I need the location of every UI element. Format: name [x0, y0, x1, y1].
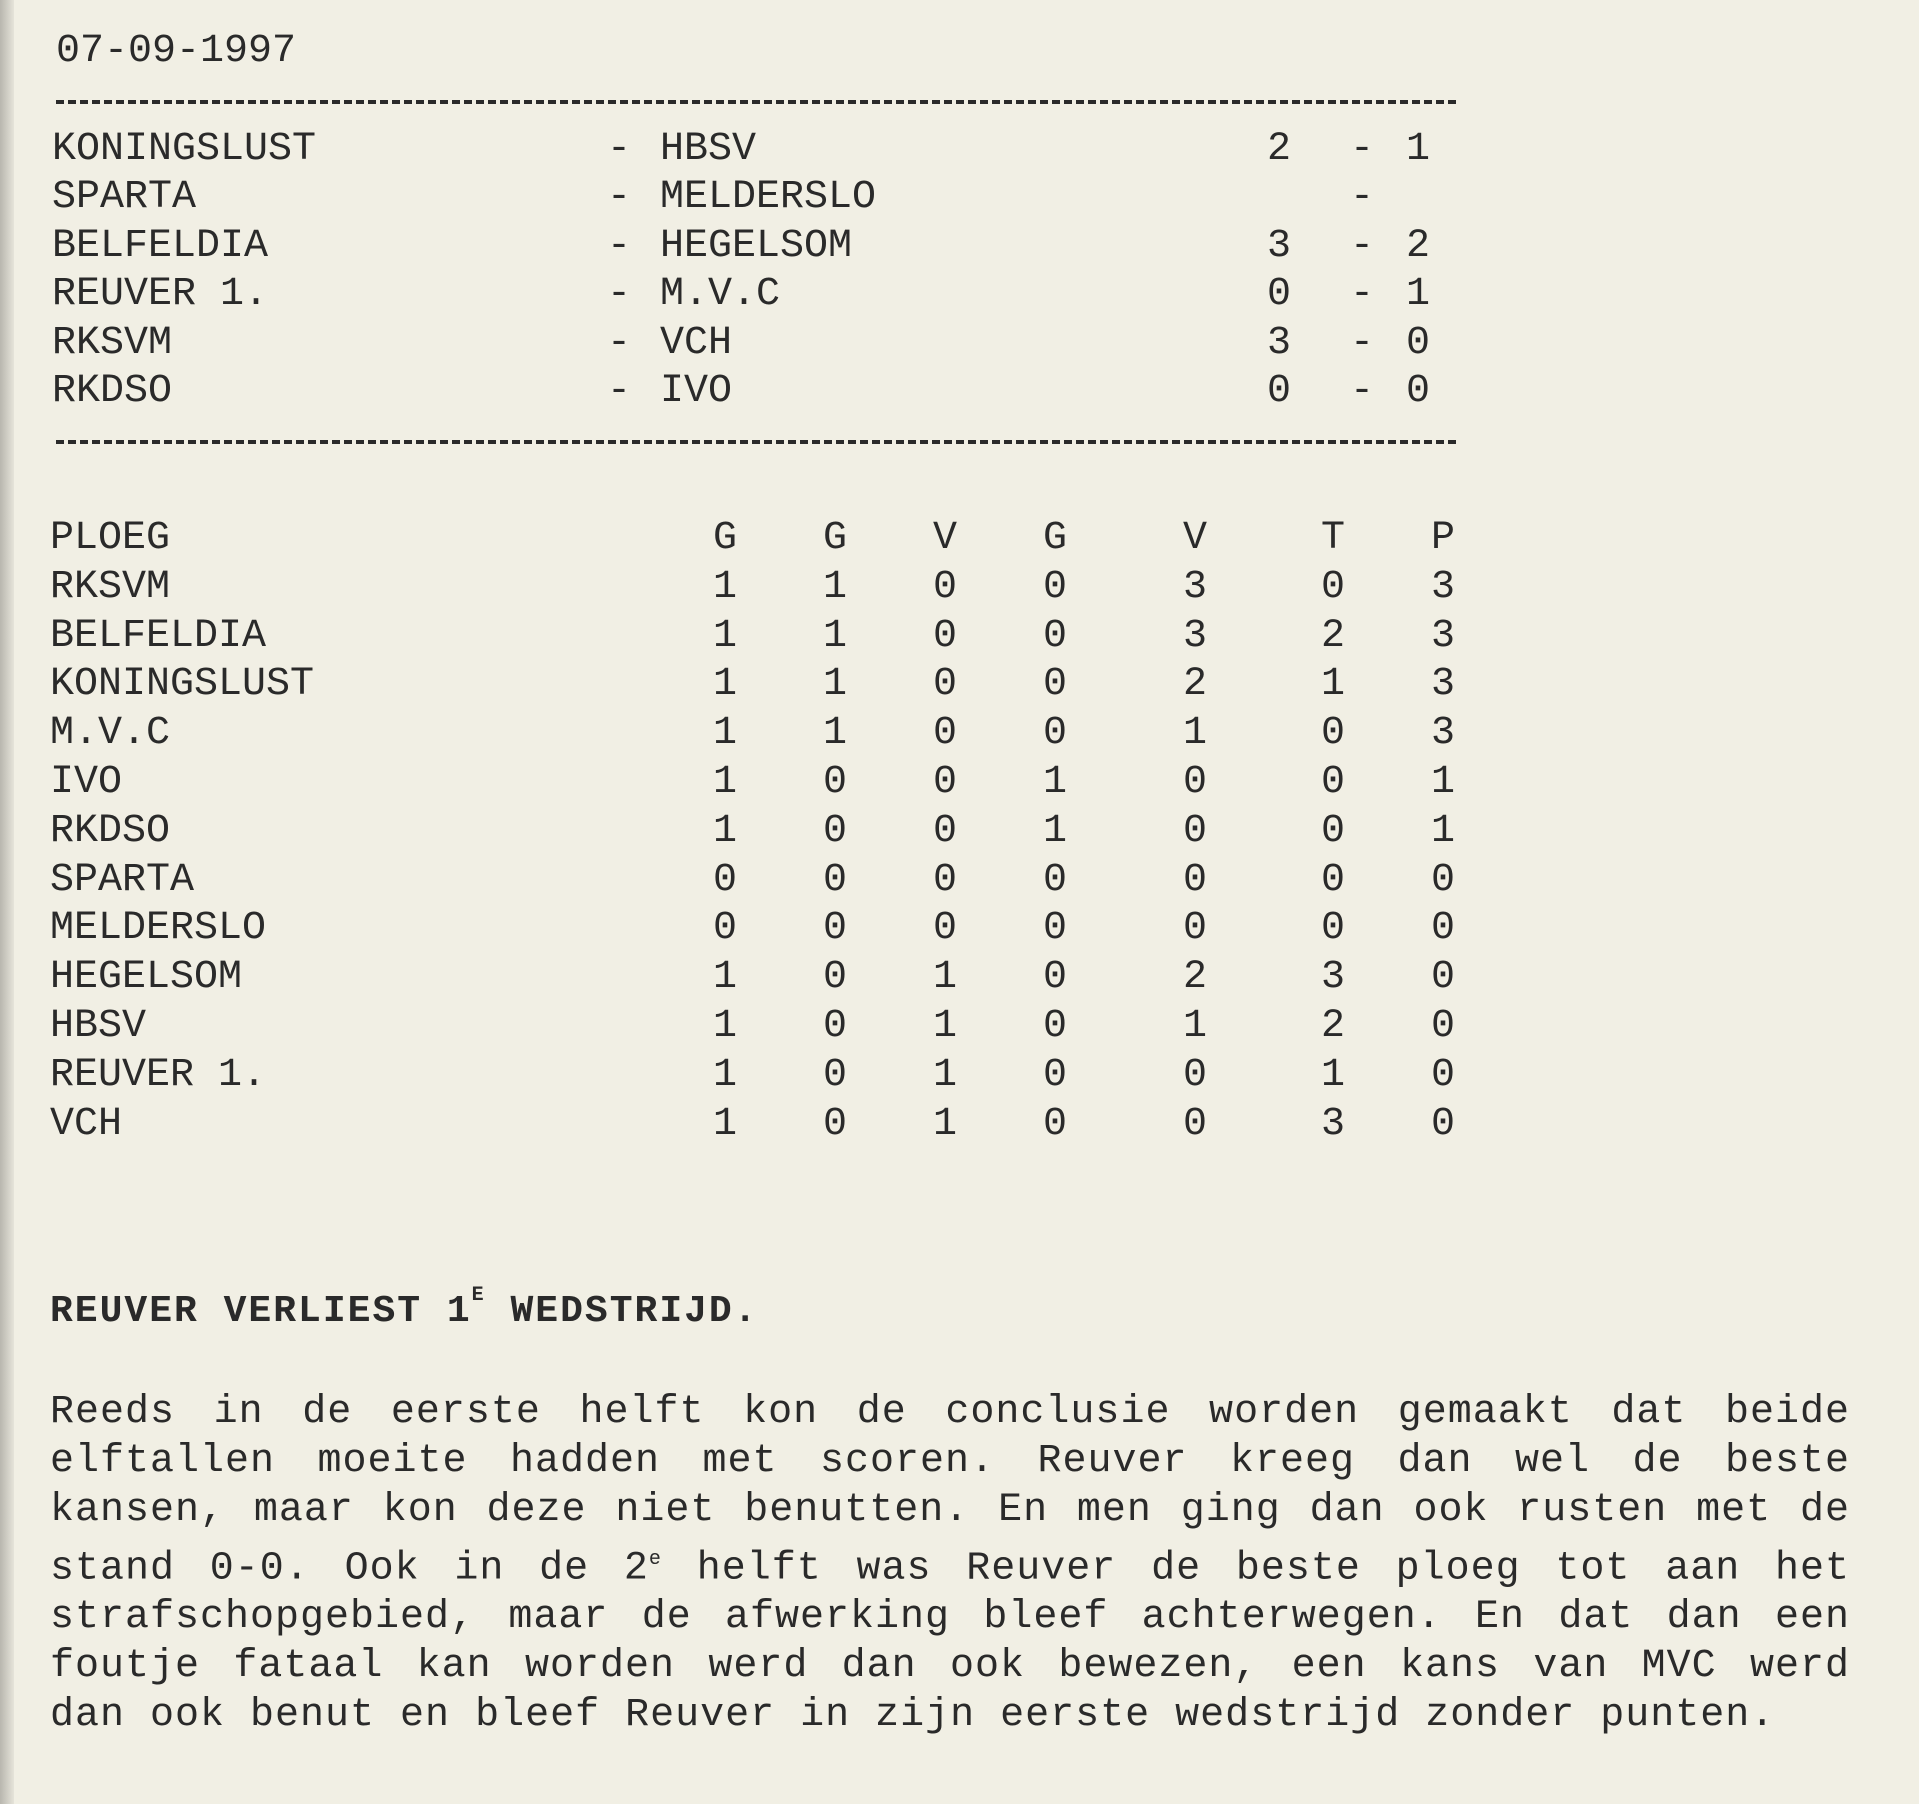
stat-cell: 1	[1430, 808, 1455, 854]
stat-cell: 1	[822, 662, 847, 708]
header-stat: P	[1430, 516, 1455, 561]
stat-cell: 2	[1320, 613, 1345, 659]
stat-cell: 3	[1320, 955, 1345, 1001]
stat-cell: 1	[822, 613, 847, 659]
away-team: HEGELSOM	[660, 224, 853, 269]
team-name-cell: BELFELDIA	[50, 613, 267, 659]
stat-cell: 1	[712, 1004, 737, 1049]
home-team: KONINGSLUST	[52, 127, 317, 172]
heading-text-end: WEDSTRIJD.	[485, 1290, 759, 1333]
article-heading	[50, 1284, 759, 1333]
stat-cell: 0	[1182, 808, 1207, 854]
home-team: BELFELDIA	[52, 224, 269, 269]
stat-cell: 1	[822, 564, 847, 610]
stat-cell: 0	[1042, 906, 1067, 952]
stat-cell: 0	[1182, 760, 1207, 805]
stat-cell: 3	[1430, 564, 1455, 610]
stat-cell: 2	[1320, 1004, 1345, 1049]
stat-cell: 0	[1430, 1101, 1455, 1147]
stat-cell: 0	[1042, 711, 1067, 757]
stat-cell: 0	[822, 1101, 847, 1147]
stat-cell: 0	[1320, 906, 1345, 952]
stat-cell: 0	[932, 760, 957, 805]
article-text-end: helft was Reuver de beste ploeg tot aan het strafschopgebied, maar de afwerking bleef achterwegen. En dat dan een foutje fataal kan worden werd dan ook bewezen, een kans van MVC werd dan ook benut en bleef Reuver in zijn eerste wedstrijd zonder punten.	[50, 1546, 1850, 1739]
header-stat: T	[1320, 516, 1345, 561]
away-team: IVO	[660, 369, 733, 414]
stat-cell: 1	[1182, 1004, 1207, 1049]
article-body	[50, 1388, 1850, 1740]
stat-cell: 0	[1042, 1004, 1067, 1049]
stat-cell: 0	[1320, 760, 1345, 805]
team-name-cell: HBSV	[50, 1004, 147, 1049]
stat-cell: 0	[822, 760, 847, 805]
stat-cell: 0	[712, 857, 737, 903]
away-goals: 0	[1405, 321, 1430, 366]
team-name-cell: REUVER 1.	[50, 1052, 267, 1098]
stat-cell: 0	[1182, 1101, 1207, 1147]
stat-cell: 2	[1182, 955, 1207, 1001]
dash: -	[607, 369, 656, 414]
stat-cell: 0	[1182, 1052, 1207, 1098]
stat-cell: 0	[822, 955, 847, 1001]
stat-cell: 0	[822, 808, 847, 854]
team-name-cell: VCH	[50, 1101, 123, 1147]
stat-cell: 0	[932, 662, 957, 708]
article-superscript: e	[648, 1548, 662, 1571]
stat-cell: 0	[1042, 1052, 1067, 1098]
stat-cell: 1	[1182, 711, 1207, 757]
dash: -	[607, 272, 656, 317]
header-stat: G	[822, 516, 847, 561]
stat-cell: 3	[1430, 662, 1455, 708]
bottom-divider	[56, 440, 1456, 444]
stat-cell: 1	[822, 711, 847, 757]
stat-cell: 0	[1042, 613, 1067, 659]
stat-cell: 1	[712, 955, 737, 1001]
stat-cell: 0	[1430, 906, 1455, 952]
stat-cell: 0	[1042, 857, 1067, 903]
stat-cell: 1	[712, 564, 737, 610]
home-team: RKDSO	[52, 369, 173, 414]
dash: -	[1350, 127, 1375, 172]
team-name-cell: IVO	[50, 760, 123, 805]
team-name-cell: RKSVM	[50, 564, 171, 610]
stat-cell: 0	[822, 1052, 847, 1098]
dash: -	[1350, 175, 1375, 220]
home-goals: 3	[1266, 321, 1291, 366]
stat-cell: 0	[1430, 857, 1455, 903]
stat-cell: 0	[1320, 711, 1345, 757]
stat-cell: 0	[1182, 906, 1207, 952]
dash: -	[607, 127, 656, 172]
stat-cell: 0	[1320, 808, 1345, 854]
header-team: PLOEG	[50, 516, 171, 561]
stat-cell: 2	[1182, 662, 1207, 708]
stat-cell: 1	[712, 662, 737, 708]
home-team: REUVER 1.	[52, 272, 269, 317]
away-goals: 2	[1405, 224, 1430, 269]
away-goals: 1	[1405, 272, 1430, 317]
stat-cell: 0	[822, 1004, 847, 1049]
heading-text: REUVER VERLIEST 1	[50, 1290, 472, 1333]
dash: -	[1350, 321, 1375, 366]
stat-cell: 0	[932, 808, 957, 854]
stat-cell: 1	[712, 760, 737, 805]
team-name-cell: KONINGSLUST	[50, 662, 315, 708]
stat-cell: 0	[1320, 564, 1345, 610]
dash: -	[607, 321, 656, 366]
header-stat: G	[712, 516, 737, 561]
stat-cell: 0	[1042, 955, 1067, 1001]
stat-cell: 1	[932, 1052, 957, 1098]
heading-superscript: E	[471, 1284, 486, 1307]
dash: -	[1350, 224, 1375, 269]
stat-cell: 0	[1430, 1052, 1455, 1098]
header-stat: V	[1182, 516, 1207, 561]
away-goals: 0	[1405, 369, 1430, 414]
home-goals: 2	[1266, 127, 1291, 172]
stat-cell: 1	[712, 613, 737, 659]
stat-cell: 1	[712, 808, 737, 854]
team-name-cell: MELDERSLO	[50, 906, 267, 952]
away-team: HBSV	[660, 127, 757, 172]
stat-cell: 0	[1042, 1101, 1067, 1147]
top-divider	[56, 100, 1456, 104]
dash: -	[607, 175, 656, 220]
stat-cell: 0	[1320, 857, 1345, 903]
home-goals: 0	[1266, 272, 1291, 317]
stat-cell: 0	[822, 906, 847, 952]
stat-cell: 1	[1320, 1052, 1345, 1098]
stat-cell: 0	[932, 564, 957, 610]
stat-cell: 0	[932, 857, 957, 903]
header-stat: G	[1042, 516, 1067, 561]
dash: -	[1350, 369, 1375, 414]
stat-cell: 0	[1042, 564, 1067, 610]
team-name-cell: M.V.C	[50, 711, 171, 757]
stat-cell: 0	[932, 906, 957, 952]
away-team: M.V.C	[660, 272, 781, 317]
away-team: MELDERSLO	[660, 175, 877, 220]
stat-cell: 1	[932, 1101, 957, 1147]
stat-cell: 1	[932, 955, 957, 1001]
home-goals: 3	[1266, 224, 1291, 269]
away-team: VCH	[660, 321, 733, 366]
stat-cell: 1	[1320, 662, 1345, 708]
home-team: RKSVM	[52, 321, 173, 366]
home-goals: 0	[1266, 369, 1291, 414]
home-team: SPARTA	[52, 175, 197, 220]
stat-cell: 1	[1042, 808, 1067, 854]
article-text: Reeds in de eerste helft kon de conclusie worden gemaakt dat beide elftallen moeite hadden met scoren. Reuver kreeg dan wel de beste kansen, maar kon deze niet benutten. En men ging dan ook rusten met de stand 0-0. Ook in de 2	[50, 1390, 1850, 1592]
stat-cell: 1	[712, 711, 737, 757]
dash: -	[1350, 272, 1375, 317]
team-name-cell: HEGELSOM	[50, 955, 243, 1001]
team-name-cell: SPARTA	[50, 857, 195, 903]
away-goals: 1	[1405, 127, 1430, 172]
stat-cell: 0	[1042, 662, 1067, 708]
stat-cell: 0	[932, 613, 957, 659]
stat-cell: 1	[1042, 760, 1067, 805]
dash: -	[607, 224, 656, 269]
stat-cell: 0	[1430, 955, 1455, 1001]
stat-cell: 3	[1182, 564, 1207, 610]
header-stat: V	[932, 516, 957, 561]
stat-cell: 1	[932, 1004, 957, 1049]
stat-cell: 3	[1320, 1101, 1345, 1147]
stat-cell: 0	[932, 711, 957, 757]
stat-cell: 1	[712, 1101, 737, 1147]
team-name-cell: RKDSO	[50, 808, 171, 854]
stat-cell: 1	[1430, 760, 1455, 805]
stat-cell: 0	[1430, 1004, 1455, 1049]
stat-cell: 0	[1182, 857, 1207, 903]
stat-cell: 0	[822, 857, 847, 903]
date: 07-09-1997	[56, 29, 297, 74]
stat-cell: 3	[1430, 613, 1455, 659]
stat-cell: 1	[712, 1052, 737, 1098]
stat-cell: 3	[1430, 711, 1455, 757]
stat-cell: 0	[712, 906, 737, 952]
stat-cell: 3	[1182, 613, 1207, 659]
